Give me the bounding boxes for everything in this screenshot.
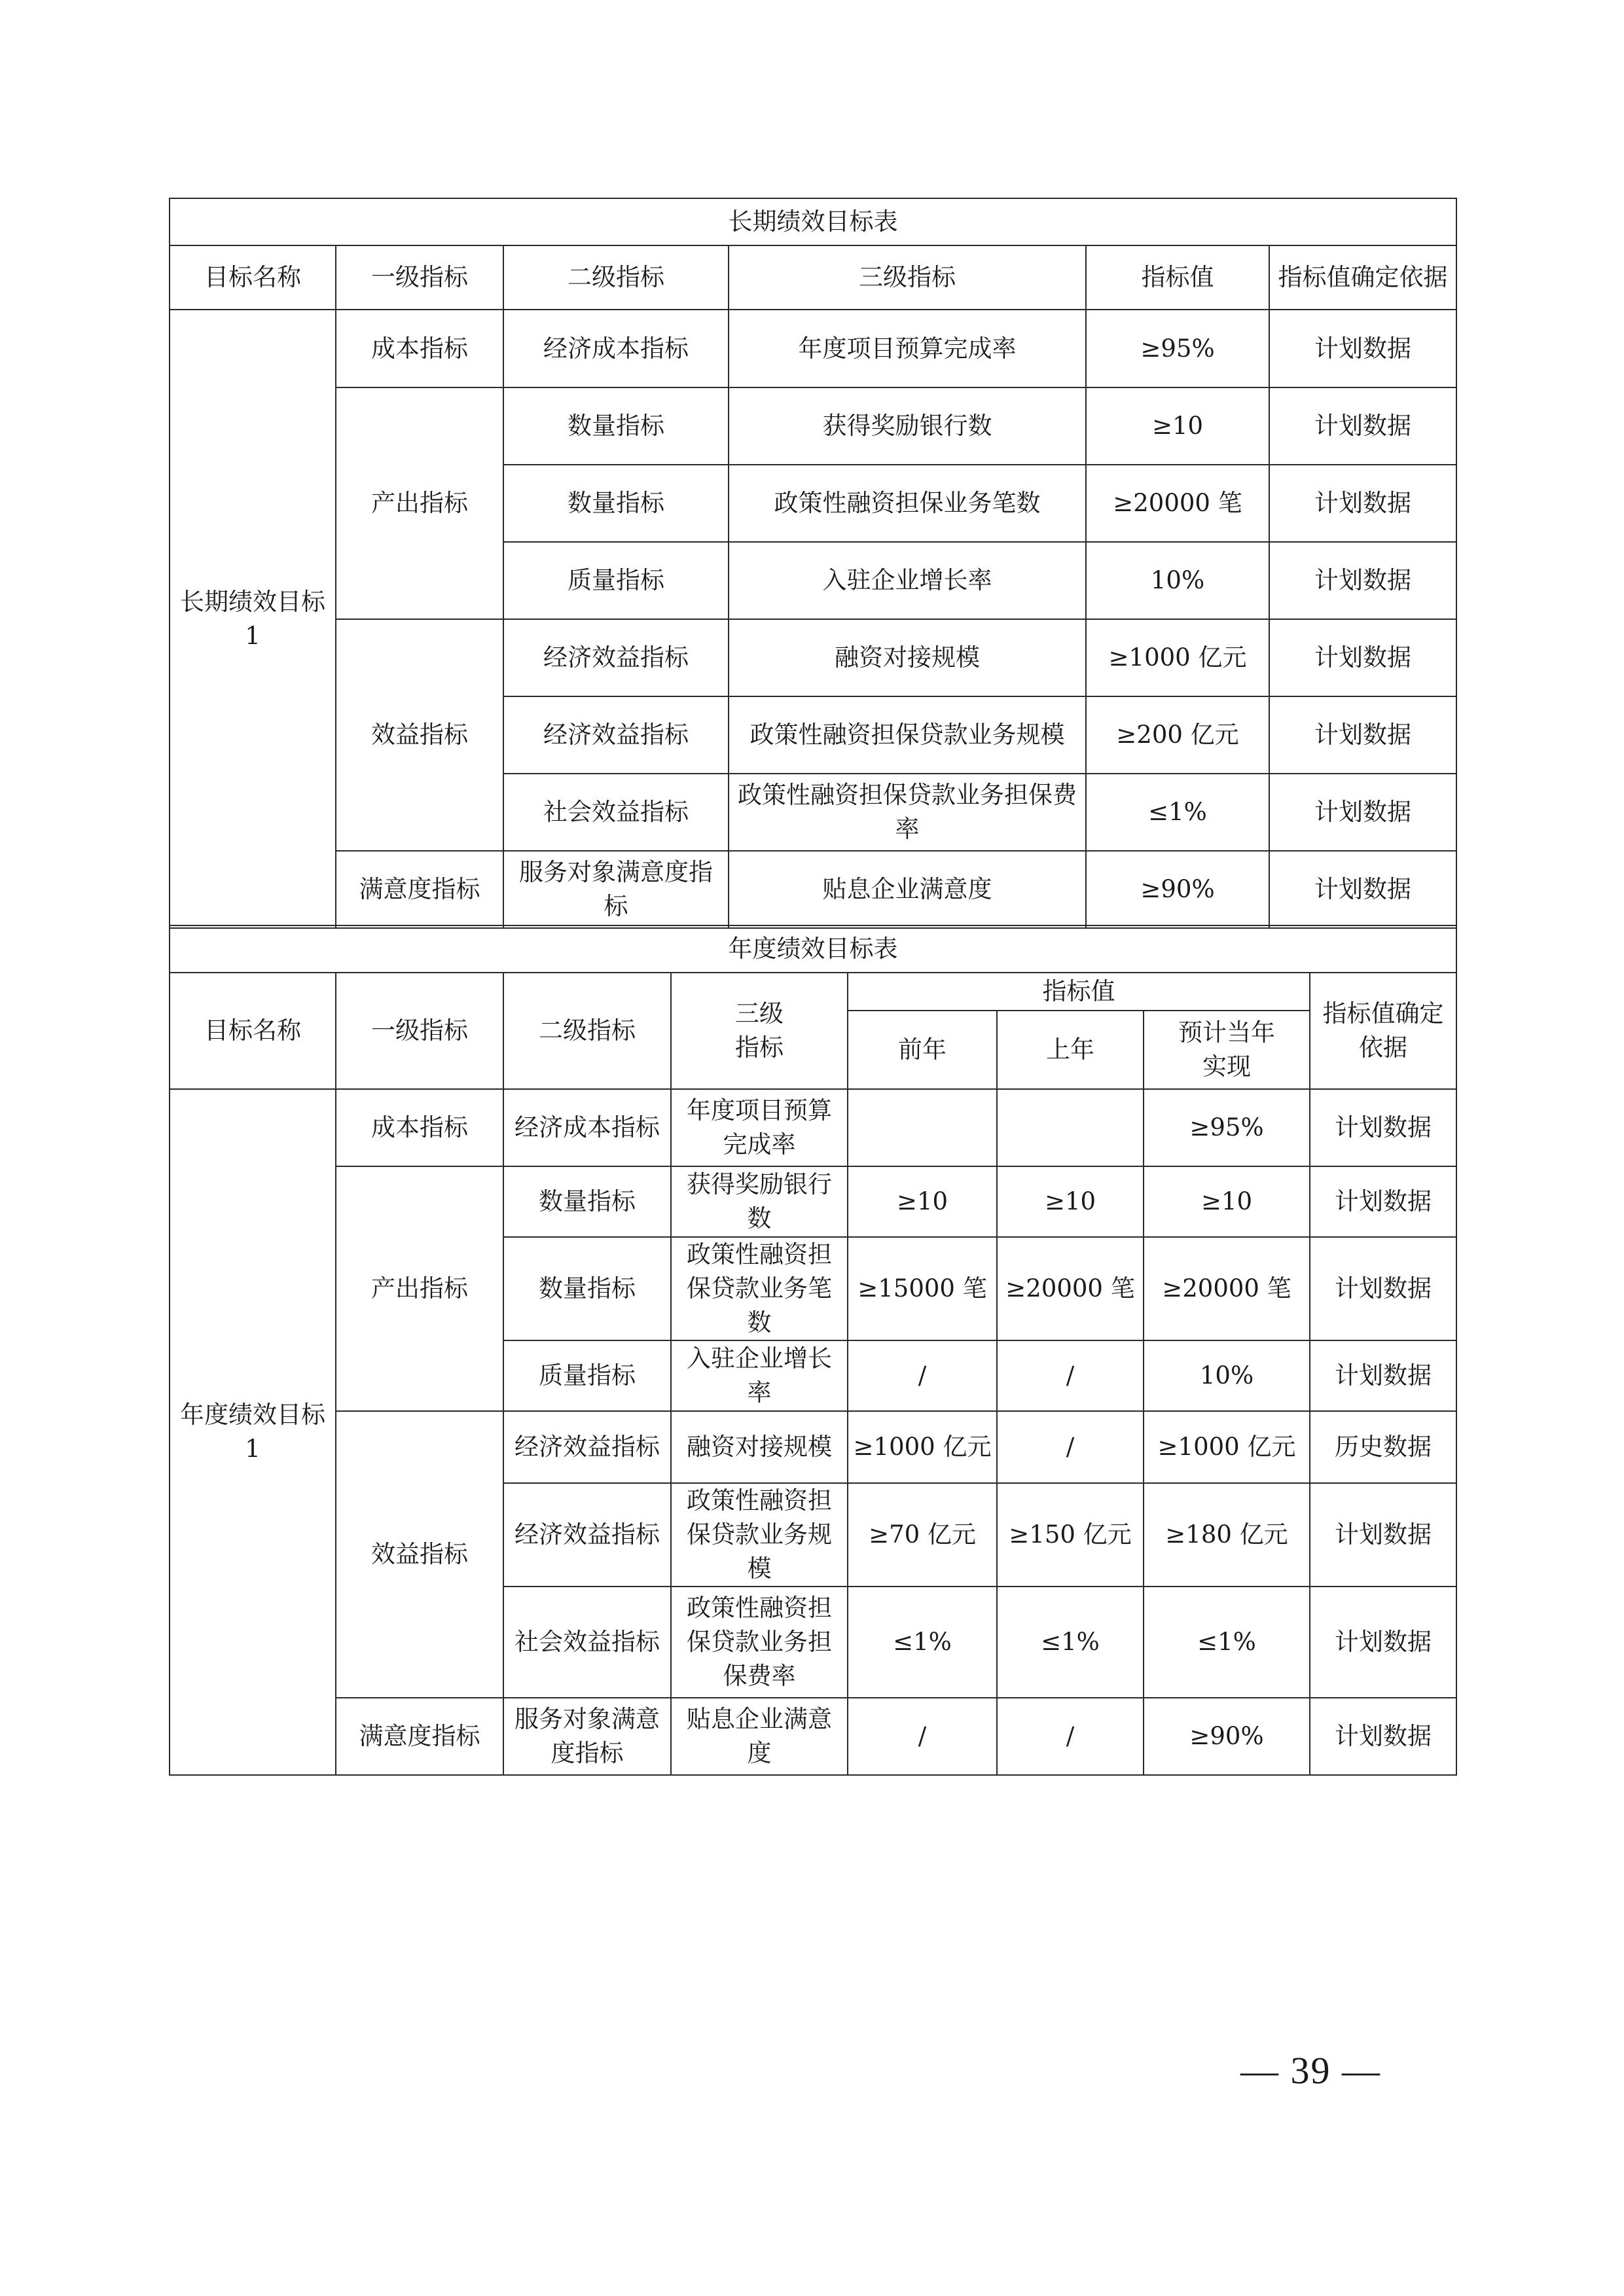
prev-year-cell: / (848, 1340, 997, 1411)
prev-year-cell: ≥10 (848, 1166, 997, 1237)
header-level2: 二级指标 (503, 245, 729, 310)
level3-cell: 政策性融资担保业务笔数 (729, 465, 1086, 542)
level2-cell: 质量指标 (503, 542, 729, 619)
value-cell: ≥20000 笔 (1086, 465, 1269, 542)
level3-cell: 融资对接规模 (729, 619, 1086, 696)
last-year-cell (997, 1089, 1144, 1166)
basis-cell: 计划数据 (1269, 619, 1456, 696)
basis-cell: 计划数据 (1269, 696, 1456, 774)
prev-year-cell: ≥15000 笔 (848, 1237, 997, 1340)
this-year-cell: ≥20000 笔 (1144, 1237, 1310, 1340)
header-level1: 一级指标 (336, 245, 503, 310)
value-cell: 10% (1086, 542, 1269, 619)
prev-year-cell: / (848, 1698, 997, 1775)
table-row (170, 310, 1456, 387)
last-year-cell: ≥150 亿元 (997, 1483, 1144, 1587)
basis-cell: 计划数据 (1269, 465, 1456, 542)
level3-cell: 获得奖励银行数 (671, 1166, 848, 1237)
value-cell: ≤1% (1086, 774, 1269, 851)
table-row (170, 851, 1456, 928)
basis-cell: 计划数据 (1310, 1166, 1456, 1237)
header-level1: 一级指标 (336, 973, 503, 1089)
last-year-cell: ≥10 (997, 1166, 1144, 1237)
this-year-cell: ≥1000 亿元 (1144, 1411, 1310, 1483)
basis-cell: 计划数据 (1310, 1237, 1456, 1340)
level3-cell: 年度项目预算完成率 (671, 1089, 848, 1166)
table-row (170, 1698, 1456, 1775)
this-year-cell: ≥180 亿元 (1144, 1483, 1310, 1587)
table-row (170, 619, 1456, 696)
last-year-cell: / (997, 1340, 1144, 1411)
header-level3: 三级指标 (671, 973, 848, 1089)
level2-cell: 经济成本指标 (503, 310, 729, 387)
header-value-group: 指标值 (848, 973, 1310, 1011)
table-row (170, 1411, 1456, 1483)
level1-satisfaction: 满意度指标 (336, 1698, 503, 1775)
header-prev-year: 前年 (848, 1011, 997, 1089)
this-year-cell: ≥95% (1144, 1089, 1310, 1166)
page-number: — 39 — (1240, 2049, 1381, 2092)
level2-cell: 质量指标 (503, 1340, 671, 1411)
basis-cell: 计划数据 (1310, 1483, 1456, 1587)
level3-cell: 入驻企业增长率 (729, 542, 1086, 619)
basis-cell: 计划数据 (1269, 542, 1456, 619)
level2-cell: 经济效益指标 (503, 1483, 671, 1587)
last-year-cell: / (997, 1698, 1144, 1775)
value-cell: ≥90% (1086, 851, 1269, 928)
level2-cell: 经济效益指标 (503, 1411, 671, 1483)
level2-cell: 社会效益指标 (503, 1587, 671, 1698)
this-year-cell: 10% (1144, 1340, 1310, 1411)
level2-cell: 服务对象满意度指标 (503, 851, 729, 928)
basis-cell: 计划数据 (1269, 387, 1456, 465)
level3-cell: 政策性融资担保贷款业务规模 (671, 1483, 848, 1587)
header-target-name: 目标名称 (170, 973, 336, 1089)
level1-output: 产出指标 (336, 1166, 503, 1411)
level1-cost: 成本指标 (336, 310, 503, 387)
basis-cell: 计划数据 (1269, 851, 1456, 928)
header-value: 指标值 (1086, 245, 1269, 310)
this-year-cell: ≤1% (1144, 1587, 1310, 1698)
table-row (170, 1089, 1456, 1166)
prev-year-cell: ≥1000 亿元 (848, 1411, 997, 1483)
basis-cell: 计划数据 (1269, 310, 1456, 387)
level1-satisfaction: 满意度指标 (336, 851, 503, 928)
header-this-year: 预计当年实现 (1144, 1011, 1310, 1089)
table-row (170, 1166, 1456, 1237)
level3-cell: 政策性融资担保贷款业务笔数 (671, 1237, 848, 1340)
level2-cell: 服务对象满意度指标 (503, 1698, 671, 1775)
header-basis: 指标值确定依据 (1269, 245, 1456, 310)
basis-cell: 计划数据 (1310, 1698, 1456, 1775)
level2-cell: 数量指标 (503, 387, 729, 465)
basis-cell: 计划数据 (1310, 1340, 1456, 1411)
this-year-cell: ≥10 (1144, 1166, 1310, 1237)
basis-cell: 历史数据 (1310, 1411, 1456, 1483)
long-term-table-title: 长期绩效目标表 (170, 198, 1456, 245)
level3-cell: 年度项目预算完成率 (729, 310, 1086, 387)
header-level2: 二级指标 (503, 973, 671, 1089)
level2-cell: 经济成本指标 (503, 1089, 671, 1166)
level2-cell: 经济效益指标 (503, 619, 729, 696)
level3-cell: 政策性融资担保贷款业务担保费率 (671, 1587, 848, 1698)
level1-benefit: 效益指标 (336, 1411, 503, 1698)
prev-year-cell: ≤1% (848, 1587, 997, 1698)
prev-year-cell (848, 1089, 997, 1166)
annual-header-row (170, 973, 1456, 1011)
prev-year-cell: ≥70 亿元 (848, 1483, 997, 1587)
basis-cell: 计划数据 (1310, 1089, 1456, 1166)
last-year-cell: ≤1% (997, 1587, 1144, 1698)
value-cell: ≥10 (1086, 387, 1269, 465)
level2-cell: 数量指标 (503, 465, 729, 542)
level3-cell: 融资对接规模 (671, 1411, 848, 1483)
annual-table-title: 年度绩效目标表 (170, 925, 1456, 973)
level2-cell: 社会效益指标 (503, 774, 729, 851)
level3-cell: 贴息企业满意度 (729, 851, 1086, 928)
level2-cell: 数量指标 (503, 1237, 671, 1340)
this-year-cell: ≥90% (1144, 1698, 1310, 1775)
value-cell: ≥1000 亿元 (1086, 619, 1269, 696)
long-term-performance-table (169, 198, 1457, 929)
header-last-year: 上年 (997, 1011, 1144, 1089)
table-row (170, 387, 1456, 465)
basis-cell: 计划数据 (1269, 774, 1456, 851)
level1-cost: 成本指标 (336, 1089, 503, 1166)
target-name-cell: 年度绩效目标1 (170, 1089, 336, 1775)
value-cell: ≥200 亿元 (1086, 696, 1269, 774)
level1-benefit: 效益指标 (336, 619, 503, 851)
long-term-header-row (170, 245, 1456, 310)
last-year-cell: / (997, 1411, 1144, 1483)
level3-cell: 政策性融资担保贷款业务规模 (729, 696, 1086, 774)
header-level3: 三级指标 (729, 245, 1086, 310)
header-target-name: 目标名称 (170, 245, 336, 310)
level3-cell: 获得奖励银行数 (729, 387, 1086, 465)
level2-cell: 经济效益指标 (503, 696, 729, 774)
level3-cell: 贴息企业满意度 (671, 1698, 848, 1775)
level3-cell: 入驻企业增长率 (671, 1340, 848, 1411)
value-cell: ≥95% (1086, 310, 1269, 387)
basis-cell: 计划数据 (1310, 1587, 1456, 1698)
level3-cell: 政策性融资担保贷款业务担保费率 (729, 774, 1086, 851)
level1-output: 产出指标 (336, 387, 503, 619)
target-name-cell: 长期绩效目标1 (170, 310, 336, 928)
header-basis: 指标值确定依据 (1310, 973, 1456, 1089)
annual-performance-table (169, 925, 1457, 1776)
level2-cell: 数量指标 (503, 1166, 671, 1237)
last-year-cell: ≥20000 笔 (997, 1237, 1144, 1340)
